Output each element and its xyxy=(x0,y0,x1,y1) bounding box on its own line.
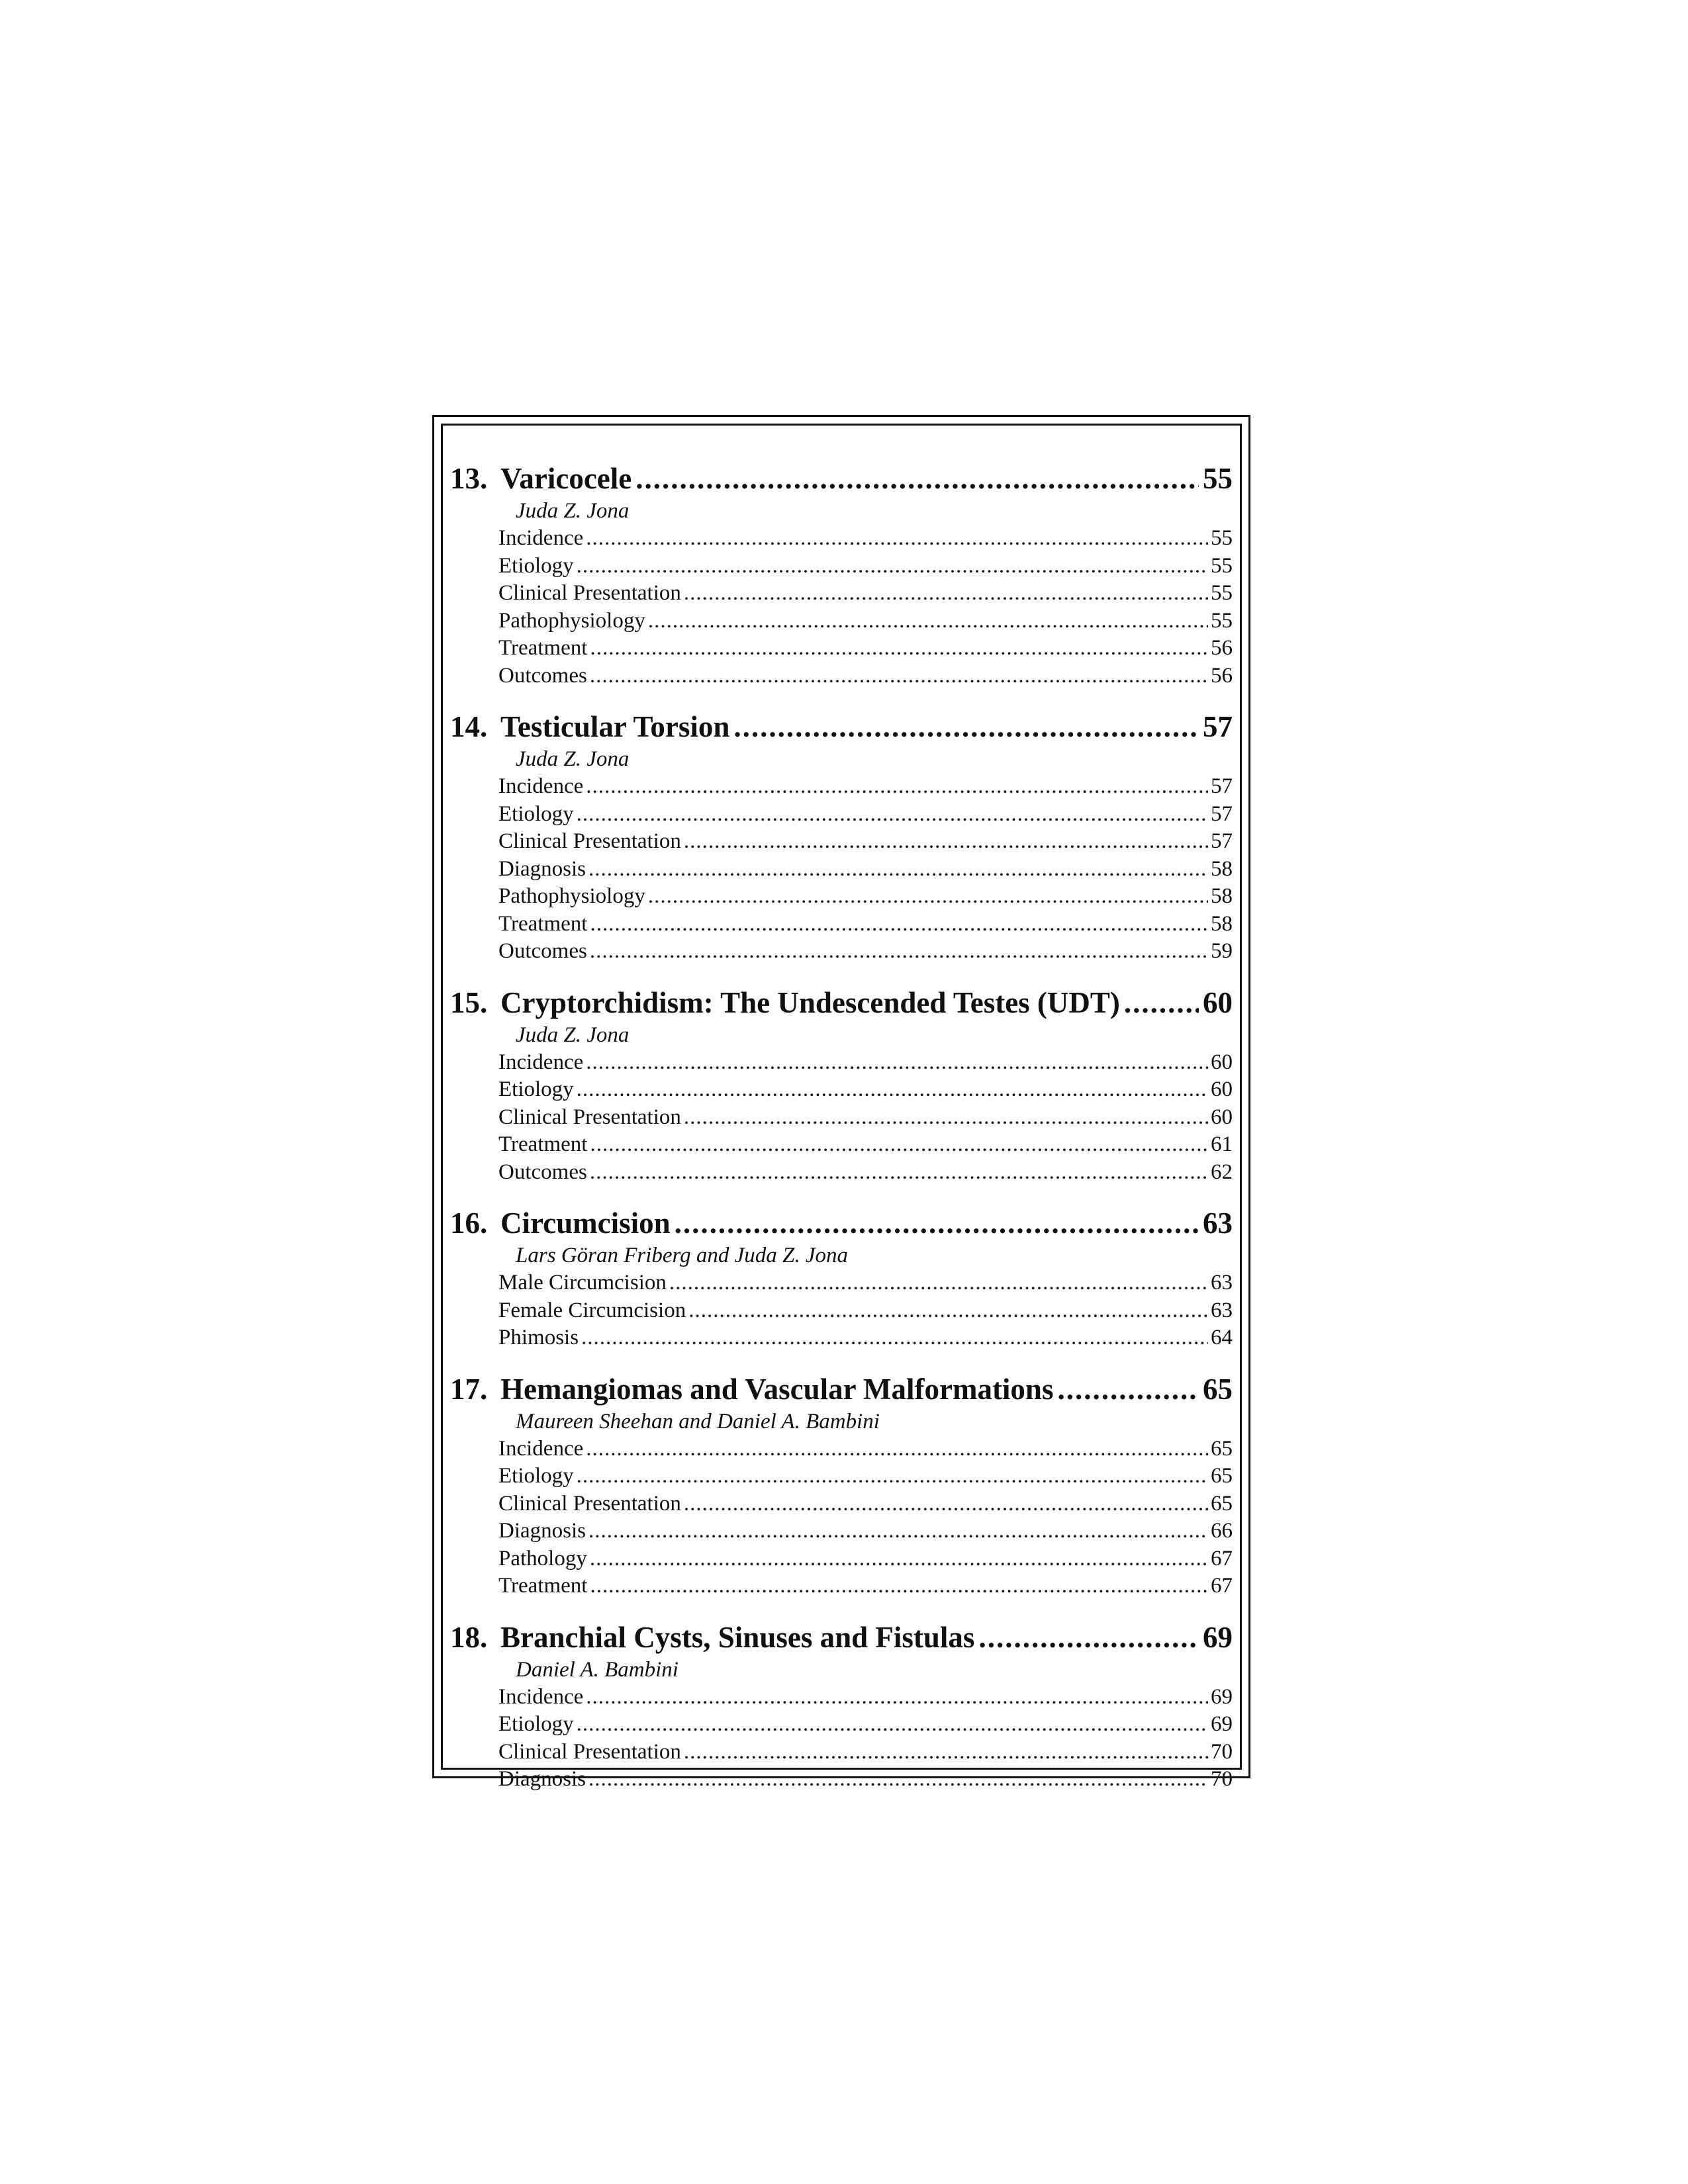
entry-page-number: 65 xyxy=(1211,1436,1233,1461)
dot-leader xyxy=(684,1104,1208,1132)
dot-leader xyxy=(577,553,1208,580)
toc-entry[interactable] xyxy=(450,608,1233,635)
entry-page-number: 69 xyxy=(1211,1712,1233,1736)
entry-label: Female Circumcision xyxy=(498,1298,686,1322)
dot-leader xyxy=(588,1766,1208,1794)
entry-page-number: 67 xyxy=(1211,1546,1233,1570)
dot-leader xyxy=(586,1684,1208,1711)
chapter-title: Hemangiomas and Vascular Malformations xyxy=(500,1372,1054,1406)
toc-chapter xyxy=(450,1204,1233,1352)
dot-leader xyxy=(675,1204,1199,1242)
entry-page-number: 57 xyxy=(1211,801,1233,826)
entry-label: Outcomes xyxy=(498,1160,587,1184)
dot-leader xyxy=(688,1297,1208,1325)
entry-page-number: 55 xyxy=(1211,553,1233,578)
chapter-number: 16. xyxy=(450,1206,488,1240)
entry-label: Treatment xyxy=(498,1132,588,1156)
dot-leader xyxy=(684,828,1208,856)
chapter-heading[interactable] xyxy=(450,459,1233,498)
entry-label: Clinical Presentation xyxy=(498,1739,681,1764)
entry-label: Incidence xyxy=(498,526,584,550)
toc-entry[interactable] xyxy=(450,1076,1233,1104)
dot-leader xyxy=(978,1618,1199,1657)
chapter-heading[interactable] xyxy=(450,1618,1233,1657)
entry-page-number: 70 xyxy=(1211,1767,1233,1791)
entry-page-number: 62 xyxy=(1211,1160,1233,1184)
entry-label: Clinical Presentation xyxy=(498,829,681,853)
dot-leader xyxy=(590,1572,1208,1600)
dot-leader xyxy=(590,1131,1208,1159)
dot-leader xyxy=(1057,1370,1199,1408)
toc-chapter xyxy=(450,459,1233,690)
toc-entry[interactable] xyxy=(450,856,1233,884)
chapter-authors: Juda Z. Jona xyxy=(516,1023,630,1047)
entry-label: Etiology xyxy=(498,1712,574,1736)
entry-label: Incidence xyxy=(498,1436,584,1461)
dot-leader xyxy=(586,525,1208,553)
entry-page-number: 67 xyxy=(1211,1574,1233,1598)
dot-leader xyxy=(684,1739,1208,1766)
toc-entry[interactable] xyxy=(450,883,1233,911)
entry-page-number: 60 xyxy=(1211,1077,1233,1101)
chapter-title: Circumcision xyxy=(500,1206,671,1240)
entry-page-number: 65 xyxy=(1211,1464,1233,1488)
dot-leader xyxy=(577,1711,1208,1739)
dot-leader xyxy=(586,1049,1208,1077)
dot-leader xyxy=(590,662,1208,690)
entry-label: Clinical Presentation xyxy=(498,581,681,605)
chapter-heading[interactable] xyxy=(450,707,1233,746)
entry-label: Outcomes xyxy=(498,663,587,688)
toc-entry[interactable] xyxy=(450,801,1233,829)
dot-leader xyxy=(684,580,1208,608)
toc-entry[interactable] xyxy=(450,1739,1233,1766)
chapter-page-number: 69 xyxy=(1203,1620,1233,1654)
dot-leader xyxy=(648,883,1208,911)
entry-label: Etiology xyxy=(498,553,574,578)
toc-entry[interactable] xyxy=(450,1297,1233,1325)
entry-page-number: 56 xyxy=(1211,636,1233,660)
chapter-authors: Maureen Sheehan and Daniel A. Bambini xyxy=(516,1409,880,1433)
toc-chapter xyxy=(450,1370,1233,1600)
entry-page-number: 58 xyxy=(1211,911,1233,936)
entry-page-number: 65 xyxy=(1211,1491,1233,1516)
dot-leader xyxy=(590,1545,1208,1573)
toc-entry[interactable] xyxy=(450,635,1233,662)
chapter-authors: Lars Göran Friberg and Juda Z. Jona xyxy=(516,1244,849,1267)
entry-label: Etiology xyxy=(498,1464,574,1488)
entry-page-number: 56 xyxy=(1211,663,1233,688)
entry-page-number: 60 xyxy=(1211,1050,1233,1074)
toc-entry[interactable] xyxy=(450,911,1233,938)
dot-leader xyxy=(577,1076,1208,1104)
chapter-title: Branchial Cysts, Sinuses and Fistulas xyxy=(500,1620,975,1654)
chapter-title: Testicular Torsion xyxy=(500,710,730,743)
toc-entry[interactable] xyxy=(450,1490,1233,1518)
entry-label: Phimosis xyxy=(498,1326,579,1349)
dot-leader xyxy=(669,1269,1208,1297)
dot-leader xyxy=(590,911,1208,938)
toc-entry[interactable] xyxy=(450,662,1233,690)
toc-chapter xyxy=(450,983,1233,1187)
chapter-authors: Juda Z. Jona xyxy=(516,747,630,771)
entry-page-number: 66 xyxy=(1211,1519,1233,1543)
dot-leader xyxy=(635,459,1199,498)
entry-label: Incidence xyxy=(498,1684,584,1709)
entry-label: Incidence xyxy=(498,1050,584,1074)
entry-label: Clinical Presentation xyxy=(498,1491,681,1516)
dot-leader xyxy=(577,801,1208,829)
table-of-contents xyxy=(450,459,1233,1794)
toc-entry[interactable] xyxy=(450,580,1233,608)
entry-page-number: 59 xyxy=(1211,939,1233,963)
chapter-page-number: 63 xyxy=(1203,1206,1233,1240)
entry-label: Treatment xyxy=(498,636,588,660)
entry-label: Diagnosis xyxy=(498,1767,586,1791)
dot-leader xyxy=(581,1324,1208,1352)
entry-label: Etiology xyxy=(498,801,574,826)
chapter-page-number: 60 xyxy=(1203,985,1233,1019)
dot-leader xyxy=(648,608,1208,635)
toc-entry[interactable] xyxy=(450,1463,1233,1490)
entry-page-number: 61 xyxy=(1211,1132,1233,1156)
dot-leader xyxy=(586,773,1208,801)
entry-page-number: 64 xyxy=(1211,1326,1233,1349)
entry-label: Treatment xyxy=(498,1574,588,1598)
entry-label: Etiology xyxy=(498,1077,574,1101)
entry-label: Incidence xyxy=(498,774,584,798)
chapter-number: 14. xyxy=(450,710,488,743)
entry-label: Clinical Presentation xyxy=(498,1105,681,1129)
entry-page-number: 57 xyxy=(1211,829,1233,853)
toc-entry[interactable] xyxy=(450,1324,1233,1352)
dot-leader xyxy=(586,1435,1208,1463)
dot-leader xyxy=(588,1518,1208,1545)
chapter-title: Cryptorchidism: The Undescended Testes (UDT) xyxy=(500,985,1120,1019)
toc-entry[interactable] xyxy=(450,553,1233,580)
chapter-heading[interactable] xyxy=(450,1370,1233,1408)
toc-entry[interactable] xyxy=(450,1159,1233,1187)
toc-entry[interactable] xyxy=(450,1131,1233,1159)
toc-entry[interactable] xyxy=(450,1435,1233,1463)
chapter-heading[interactable] xyxy=(450,1204,1233,1242)
chapter-page-number: 65 xyxy=(1203,1372,1233,1406)
chapter-number: 18. xyxy=(450,1620,488,1654)
chapter-page-number: 55 xyxy=(1203,462,1233,495)
entry-page-number: 69 xyxy=(1211,1684,1233,1709)
toc-chapter xyxy=(450,1618,1233,1794)
entry-page-number: 55 xyxy=(1211,608,1233,633)
toc-entry[interactable] xyxy=(450,828,1233,856)
toc-entry[interactable] xyxy=(450,1049,1233,1077)
chapter-number: 17. xyxy=(450,1372,488,1406)
toc-entry[interactable] xyxy=(450,1269,1233,1297)
toc-entry[interactable] xyxy=(450,1518,1233,1545)
chapter-number: 15. xyxy=(450,985,488,1019)
dot-leader xyxy=(588,856,1208,884)
toc-entry[interactable] xyxy=(450,1684,1233,1711)
entry-page-number: 63 xyxy=(1211,1271,1233,1295)
entry-label: Outcomes xyxy=(498,939,587,963)
entry-label: Pathology xyxy=(498,1546,587,1570)
toc-chapter xyxy=(450,707,1233,966)
entry-page-number: 70 xyxy=(1211,1739,1233,1764)
entry-page-number: 58 xyxy=(1211,856,1233,881)
entry-page-number: 57 xyxy=(1211,774,1233,798)
dot-leader xyxy=(1124,983,1199,1022)
entry-page-number: 63 xyxy=(1211,1298,1233,1322)
dot-leader xyxy=(590,635,1208,662)
toc-entry[interactable] xyxy=(450,1104,1233,1132)
entry-label: Diagnosis xyxy=(498,856,586,881)
entry-page-number: 60 xyxy=(1211,1105,1233,1129)
dot-leader xyxy=(590,938,1208,966)
toc-entry[interactable] xyxy=(450,1766,1233,1794)
toc-entry[interactable] xyxy=(450,938,1233,966)
dot-leader xyxy=(733,707,1199,746)
entry-label: Treatment xyxy=(498,911,588,936)
entry-page-number: 58 xyxy=(1211,884,1233,908)
toc-entry[interactable] xyxy=(450,525,1233,553)
entry-page-number: 55 xyxy=(1211,581,1233,605)
entry-label: Pathophysiology xyxy=(498,884,645,908)
chapter-title: Varicocele xyxy=(500,462,632,495)
chapter-authors: Daniel A. Bambini xyxy=(516,1657,679,1682)
dot-leader xyxy=(577,1463,1208,1490)
dot-leader xyxy=(684,1490,1208,1518)
toc-entry[interactable] xyxy=(450,1572,1233,1600)
entry-label: Pathophysiology xyxy=(498,608,645,633)
toc-entry[interactable] xyxy=(450,773,1233,801)
entry-page-number: 55 xyxy=(1211,526,1233,550)
chapter-heading[interactable] xyxy=(450,983,1233,1022)
entry-label: Male Circumcision xyxy=(498,1271,667,1295)
entry-label: Diagnosis xyxy=(498,1519,586,1543)
toc-entry[interactable] xyxy=(450,1711,1233,1739)
chapter-number: 13. xyxy=(450,462,488,495)
chapter-page-number: 57 xyxy=(1203,710,1233,743)
chapter-authors: Juda Z. Jona xyxy=(516,499,630,523)
dot-leader xyxy=(590,1159,1208,1187)
toc-entry[interactable] xyxy=(450,1545,1233,1573)
